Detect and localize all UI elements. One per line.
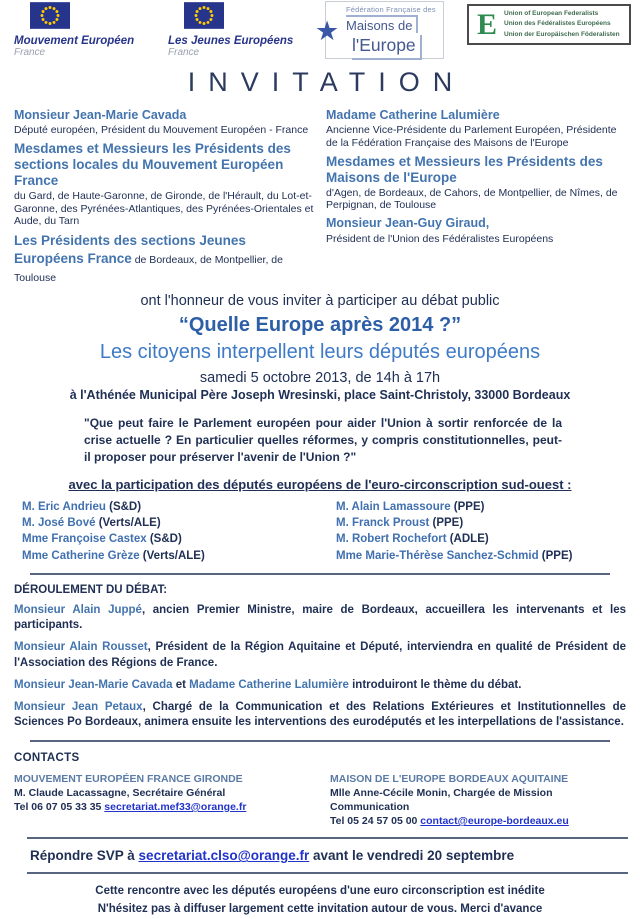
debate-paragraph — [14, 678, 626, 693]
logo-mouvement-europeen — [14, 2, 166, 58]
logo-jeunes-name: Les Jeunes Européens — [168, 35, 294, 47]
host-name: Les Présidents des sections Jeunes Européens France — [14, 233, 246, 267]
participant-party: (PPE) — [450, 501, 485, 514]
speaker-name: Monsieur Jean-Marie Cavada — [14, 678, 173, 691]
host-desc: Président de l'Union des Fédéralistes Européens — [326, 232, 554, 245]
debate-paragraph — [14, 603, 626, 634]
logo-jeunes-country: France — [168, 47, 200, 58]
logo-jeunes-europeens — [168, 2, 318, 58]
footer-line1: Cette rencontre avec les députés européens d'une euro circonscription est inédite — [95, 885, 545, 898]
speaker-name: Monsieur Jean Petaux — [14, 701, 143, 714]
speaker-name: Madame Catherine Lalumière — [189, 678, 349, 691]
debate-paragraph — [14, 700, 626, 731]
contact-person: Mlle Anne-Cécile Monin, Chargée de Mission Communication — [330, 786, 553, 813]
rsvp-suffix: avant le vendredi 20 septembre — [309, 848, 515, 864]
contact-email-link[interactable]: contact@europe-bordeaux.eu — [420, 815, 569, 828]
uef-line-de: Union der Europäischen Föderalisten — [504, 30, 620, 38]
eu-flag-icon — [30, 2, 166, 34]
debate-question: "Que peut faire le Parlement européen pour aider l'Union à sortir renforcée de la crise actuelle ? En particulier quelles réformes, y compris constitutionnelles, peut-il proposer pour préserver l'avenir de l'Union ?" — [84, 416, 562, 465]
uef-line-en: Union of European Federalists — [504, 10, 599, 18]
debate-paragraph — [14, 640, 626, 671]
event-venue: à l'Athénée Municipal Père Joseph Wresinski, place Saint-Christoly, 33000 Bordeaux — [69, 388, 571, 403]
contacts-section — [0, 752, 640, 829]
participant-name: Mme Marie-Thérèse Sanchez-Schmid — [336, 549, 539, 562]
participant-name: Mme Françoise Castex — [22, 533, 147, 546]
participants-right-column — [320, 499, 626, 563]
paragraph-text: , Président de la Région Aquitaine et Député, interviendra en qualité de Président de l'Association des Régions de France. — [14, 641, 626, 669]
contact-email-link[interactable]: secretariat.mef33@orange.fr — [104, 800, 247, 813]
separator-line — [27, 837, 628, 839]
participant-name: M. Robert Rochefort — [336, 533, 447, 546]
participant-name: M. José Bové — [22, 517, 96, 530]
participant — [336, 515, 626, 531]
event-intro: ont l'honneur de vous inviter à participer au débat public — [140, 293, 500, 310]
hosts-right-column — [326, 108, 628, 286]
footer-line2: N'hésitez pas à diffuser largement cette invitation autour de vous. Merci d'avance — [97, 903, 543, 916]
logo-maisons-line2: Maisons de — [346, 15, 418, 33]
logo-maisons-line3: l'Europe — [352, 35, 422, 60]
eu-flag-icon — [184, 2, 318, 34]
participant — [336, 499, 626, 515]
contact-tel: Tel 06 07 05 33 35 — [14, 800, 105, 813]
contact-tel-line — [14, 800, 330, 814]
footer-note — [0, 883, 640, 919]
uef-e-icon: E — [477, 8, 498, 41]
host-name: Monsieur Jean-Guy Giraud, — [326, 216, 490, 231]
host-name: Mesdames et Messieurs les Présidents des Maisons de l'Europe — [326, 153, 603, 185]
speaker-name: Monsieur Alain Juppé — [14, 603, 142, 616]
participant-name: M. Eric Andrieu — [22, 501, 106, 514]
participant — [336, 548, 626, 564]
participation-heading: avec la participation des députés européens de l'euro-circonscription sud-ouest : — [68, 477, 572, 493]
rsvp-email-link[interactable]: secretariat.clso@orange.fr — [138, 848, 310, 864]
participant-party: (PPE) — [538, 549, 573, 562]
logo-row — [0, 0, 640, 62]
host-entry — [14, 232, 316, 286]
contacts-heading: CONTACTS — [14, 751, 80, 764]
participant — [336, 531, 626, 547]
logo-mouvement-name: Mouvement Européen — [14, 35, 135, 47]
contact-org: MAISON DE L'EUROPE BORDEAUX AQUITAINE — [330, 772, 569, 785]
logo-maisons-de-leurope — [315, 1, 444, 59]
speaker-name: Monsieur Alain Rousset — [14, 641, 148, 654]
participant-party: (Verts/ALE) — [95, 517, 161, 530]
participant-name: M. Franck Proust — [336, 517, 430, 530]
logo-maisons-line1: Fédération Française des — [346, 5, 436, 14]
host-name: Madame Catherine Lalumière — [326, 108, 500, 122]
contact-tel-line — [330, 814, 626, 828]
paragraph-text: et — [172, 678, 190, 691]
participants-section — [0, 499, 640, 563]
logo-union-european-federalists — [467, 4, 631, 45]
host-desc: du Gard, de Haute-Garonne, de Gironde, de l'Hérault, du Lot-et-Garonne, des Pyrénées-Atlantiques, des Pyrénées-Orientales et Aude, du Tarn — [14, 189, 314, 228]
contact-org: MOUVEMENT EUROPÉEN FRANCE GIRONDE — [14, 772, 243, 785]
participant-name: Mme Catherine Grèze — [22, 549, 140, 562]
host-name: Monsieur Jean-Marie Cavada — [14, 108, 187, 122]
participant — [22, 531, 320, 547]
rsvp-line — [0, 848, 640, 863]
participant-party: (S&D) — [105, 501, 142, 514]
contact-right — [330, 772, 626, 829]
participant-party: (S&D) — [146, 533, 182, 546]
event-headline: “Quelle Europe après 2014 ?” — [178, 314, 462, 337]
participant — [22, 515, 320, 531]
host-desc: d'Agen, de Bordeaux, de Cahors, de Montpellier, de Nîmes, de Perpignan, de Toulouse — [326, 186, 618, 212]
participant-party: (Verts/ALE) — [139, 549, 205, 562]
event-subtitle: Les citoyens interpellent leurs députés européens — [99, 341, 541, 364]
contact-person: M. Claude Lacassagne, Secrétaire Général — [14, 786, 226, 799]
host-desc: Député européen, Président du Mouvement Européen - France — [14, 124, 309, 137]
participants-left-column — [14, 499, 320, 563]
page-title: INVITATION — [187, 67, 466, 97]
participant — [22, 548, 320, 564]
event-section — [0, 293, 640, 402]
uef-line-fr: Union des Fédéralistes Européens — [504, 20, 611, 28]
logo-mouvement-country: France — [14, 47, 46, 58]
debate-heading: DÉROULEMENT DU DÉBAT: — [14, 583, 168, 596]
paragraph-text: , ancien Premier Ministre, maire de Bordeaux, accueillera les intervenants et les participants. — [14, 603, 626, 631]
hosts-left-column — [14, 108, 316, 286]
debate-section — [0, 584, 640, 731]
separator-line — [30, 573, 610, 575]
participant-party: (ADLE) — [446, 533, 489, 546]
participant — [22, 499, 320, 515]
paragraph-text: introduiront le thème du débat. — [348, 678, 522, 691]
contact-left — [14, 772, 330, 829]
host-desc: de Bordeaux, de Montpellier, de Toulouse — [14, 254, 283, 285]
host-name: Mesdames et Messieurs les Présidents des sections locales du Mouvement Européen France — [14, 141, 291, 188]
participant-party: (PPE) — [429, 517, 464, 530]
star-icon: ★ — [315, 16, 340, 46]
event-date: samedi 5 octobre 2013, de 14h à 17h — [199, 370, 441, 387]
participant-name: M. Alain Lamassoure — [336, 501, 451, 514]
rsvp-prefix: Répondre SVP à — [30, 848, 139, 864]
contact-tel: Tel 05 24 57 05 00 — [330, 815, 421, 828]
separator-line — [30, 740, 610, 742]
paragraph-text: , Chargé de la Communication et des Relations Extérieures et Institutionnelles de Sciences Po Bordeaux, animera ensuite les interventions des eurodéputés et les interpellations de l'assistance. — [14, 701, 626, 729]
host-desc: Ancienne Vice-Présidente du Parlement Européen, Présidente de la Fédération Française des Maisons de l'Europe — [326, 124, 617, 150]
hosts-section — [0, 108, 640, 286]
separator-line — [27, 872, 628, 874]
